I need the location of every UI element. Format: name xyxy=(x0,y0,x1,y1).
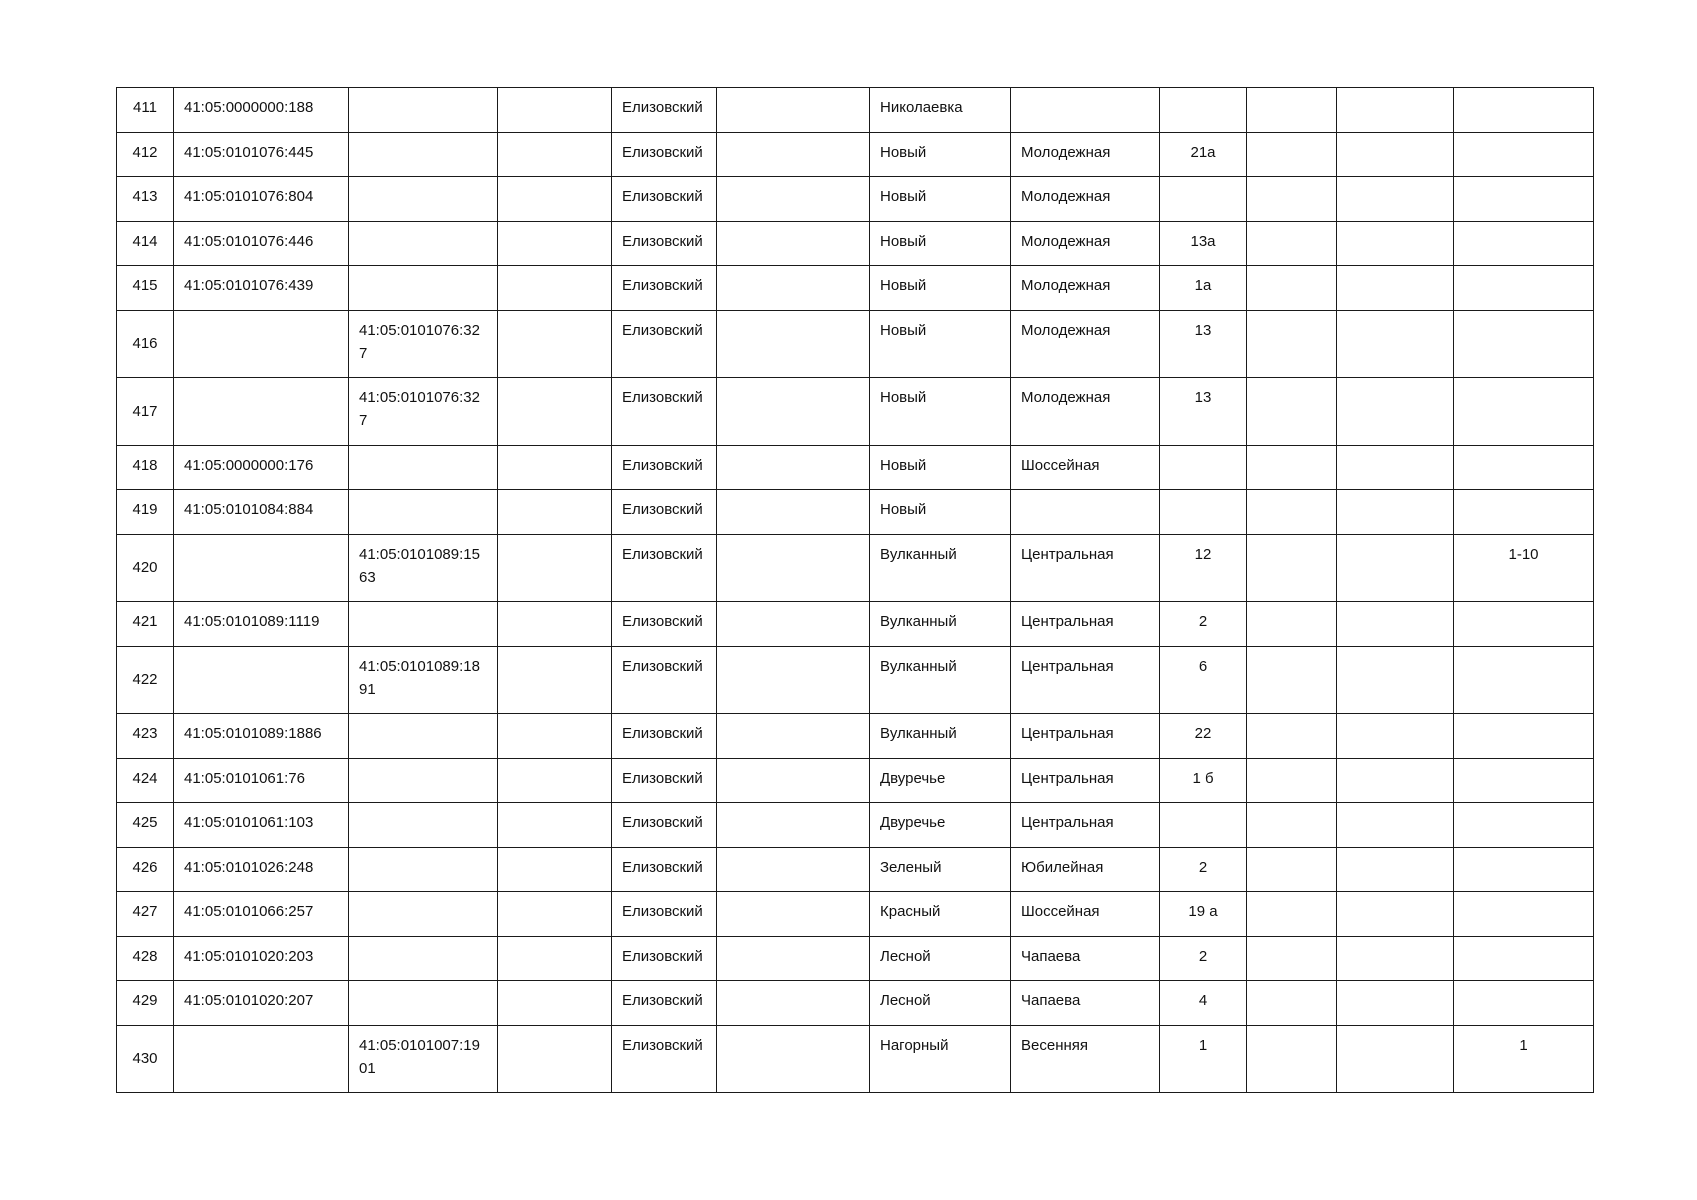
cell-street: Молодежная xyxy=(1011,378,1160,446)
cell-street: Весенняя xyxy=(1011,1025,1160,1093)
cell-flat xyxy=(1454,378,1594,446)
cell-empty xyxy=(717,714,870,759)
cell-empty xyxy=(1337,445,1454,490)
cell-flat xyxy=(1454,490,1594,535)
cell-cadastral-building xyxy=(349,803,498,848)
cell-empty xyxy=(1337,981,1454,1026)
cell-house xyxy=(1160,445,1247,490)
cell-number: 419 xyxy=(117,490,174,535)
cell-house: 13 xyxy=(1160,310,1247,378)
cell-empty xyxy=(1247,88,1337,133)
cell-flat xyxy=(1454,847,1594,892)
cell-empty xyxy=(1247,936,1337,981)
cell-cadastral-building xyxy=(349,266,498,311)
cell-locality: Новый xyxy=(870,445,1011,490)
cell-empty xyxy=(1247,714,1337,759)
cell-number: 422 xyxy=(117,646,174,714)
cell-street: Шоссейная xyxy=(1011,892,1160,937)
table-row xyxy=(117,646,1594,714)
cell-empty xyxy=(717,88,870,133)
cell-empty xyxy=(1337,221,1454,266)
cell-house: 2 xyxy=(1160,847,1247,892)
cell-empty xyxy=(717,758,870,803)
cell-empty xyxy=(1247,177,1337,222)
cell-empty xyxy=(717,534,870,602)
cell-district: Елизовский xyxy=(612,602,717,647)
cell-cadastral-land: 41:05:0101020:207 xyxy=(174,981,349,1026)
cell-number: 430 xyxy=(117,1025,174,1093)
cell-empty xyxy=(717,378,870,446)
cell-number: 420 xyxy=(117,534,174,602)
cell-district: Елизовский xyxy=(612,1025,717,1093)
cell-locality: Вулканный xyxy=(870,602,1011,647)
cell-cadastral-land: 41:05:0101076:804 xyxy=(174,177,349,222)
cell-locality: Лесной xyxy=(870,936,1011,981)
cell-cadastral-building xyxy=(349,714,498,759)
cell-house xyxy=(1160,88,1247,133)
cell-house xyxy=(1160,803,1247,848)
cell-empty xyxy=(1247,1025,1337,1093)
cell-empty xyxy=(1247,758,1337,803)
cell-street: Молодежная xyxy=(1011,266,1160,311)
cell-flat xyxy=(1454,646,1594,714)
cell-district: Елизовский xyxy=(612,88,717,133)
cell-number: 415 xyxy=(117,266,174,311)
cell-empty xyxy=(1337,714,1454,759)
cell-cadastral-building: 41:05:0101076:327 xyxy=(349,310,498,378)
cell-cadastral-building: 41:05:0101089:1563 xyxy=(349,534,498,602)
cell-cadastral-land: 41:05:0101084:884 xyxy=(174,490,349,535)
cell-empty xyxy=(498,88,612,133)
cell-cadastral-building xyxy=(349,758,498,803)
cell-flat xyxy=(1454,936,1594,981)
cell-district: Елизовский xyxy=(612,221,717,266)
cell-empty xyxy=(498,936,612,981)
cell-house: 19 а xyxy=(1160,892,1247,937)
cell-district: Елизовский xyxy=(612,132,717,177)
cell-cadastral-land: 41:05:0101066:257 xyxy=(174,892,349,937)
cell-cadastral-building: 41:05:0101076:327 xyxy=(349,378,498,446)
cell-locality: Новый xyxy=(870,221,1011,266)
cell-empty xyxy=(1337,177,1454,222)
table-row xyxy=(117,490,1594,535)
cell-cadastral-land: 41:05:0000000:176 xyxy=(174,445,349,490)
cell-flat xyxy=(1454,266,1594,311)
cell-empty xyxy=(498,892,612,937)
table-body xyxy=(117,88,1594,1093)
cell-empty xyxy=(498,177,612,222)
cell-cadastral-land: 41:05:0101026:248 xyxy=(174,847,349,892)
cell-locality: Вулканный xyxy=(870,534,1011,602)
cell-empty xyxy=(717,445,870,490)
cell-cadastral-land: 41:05:0101020:203 xyxy=(174,936,349,981)
cell-empty xyxy=(1247,981,1337,1026)
cell-empty xyxy=(1337,803,1454,848)
cell-number: 412 xyxy=(117,132,174,177)
cell-district: Елизовский xyxy=(612,758,717,803)
table-row xyxy=(117,534,1594,602)
cell-empty xyxy=(717,490,870,535)
cell-empty xyxy=(1337,310,1454,378)
cell-locality: Красный xyxy=(870,892,1011,937)
cell-house: 2 xyxy=(1160,602,1247,647)
cell-locality: Новый xyxy=(870,177,1011,222)
cell-empty xyxy=(717,936,870,981)
cell-cadastral-land: 41:05:0101089:1119 xyxy=(174,602,349,647)
cell-number: 427 xyxy=(117,892,174,937)
cell-cadastral-building xyxy=(349,221,498,266)
table-row xyxy=(117,1025,1594,1093)
cell-street xyxy=(1011,490,1160,535)
table-row xyxy=(117,378,1594,446)
cell-house: 13а xyxy=(1160,221,1247,266)
table-row xyxy=(117,803,1594,848)
cell-cadastral-building xyxy=(349,445,498,490)
cell-empty xyxy=(1247,803,1337,848)
cell-district: Елизовский xyxy=(612,490,717,535)
cell-empty xyxy=(717,221,870,266)
cell-flat: 1-10 xyxy=(1454,534,1594,602)
cell-district: Елизовский xyxy=(612,892,717,937)
cell-cadastral-land xyxy=(174,646,349,714)
cell-empty xyxy=(717,981,870,1026)
cell-locality: Нагорный xyxy=(870,1025,1011,1093)
cell-district: Елизовский xyxy=(612,803,717,848)
cell-empty xyxy=(1247,445,1337,490)
cell-empty xyxy=(717,266,870,311)
cell-empty xyxy=(1337,88,1454,133)
table-row xyxy=(117,714,1594,759)
table-row xyxy=(117,936,1594,981)
cell-cadastral-building xyxy=(349,892,498,937)
cell-empty xyxy=(1337,646,1454,714)
cell-cadastral-building xyxy=(349,847,498,892)
cell-cadastral-land: 41:05:0101061:103 xyxy=(174,803,349,848)
cell-district: Елизовский xyxy=(612,534,717,602)
cell-district: Елизовский xyxy=(612,714,717,759)
cell-street xyxy=(1011,88,1160,133)
cell-cadastral-building xyxy=(349,602,498,647)
cell-street: Молодежная xyxy=(1011,221,1160,266)
cell-locality: Вулканный xyxy=(870,714,1011,759)
cell-district: Елизовский xyxy=(612,981,717,1026)
cell-number: 426 xyxy=(117,847,174,892)
cell-cadastral-land: 41:05:0101089:1886 xyxy=(174,714,349,759)
cell-empty xyxy=(1247,847,1337,892)
cell-number: 425 xyxy=(117,803,174,848)
cell-house: 6 xyxy=(1160,646,1247,714)
cell-empty xyxy=(498,310,612,378)
cell-empty xyxy=(1247,490,1337,535)
cell-empty xyxy=(498,1025,612,1093)
cell-empty xyxy=(1247,646,1337,714)
cell-district: Елизовский xyxy=(612,847,717,892)
cell-flat xyxy=(1454,177,1594,222)
cell-district: Елизовский xyxy=(612,310,717,378)
table-row xyxy=(117,445,1594,490)
cell-locality: Лесной xyxy=(870,981,1011,1026)
cell-cadastral-building: 41:05:0101089:1891 xyxy=(349,646,498,714)
cell-street: Молодежная xyxy=(1011,132,1160,177)
cell-number: 416 xyxy=(117,310,174,378)
cell-district: Елизовский xyxy=(612,378,717,446)
cell-empty xyxy=(1247,378,1337,446)
cell-flat: 1 xyxy=(1454,1025,1594,1093)
table-row xyxy=(117,847,1594,892)
cell-empty xyxy=(498,378,612,446)
cell-house: 1 б xyxy=(1160,758,1247,803)
cell-flat xyxy=(1454,445,1594,490)
cell-empty xyxy=(1337,378,1454,446)
registry-table xyxy=(116,87,1594,1093)
cell-cadastral-land xyxy=(174,534,349,602)
cell-house xyxy=(1160,490,1247,535)
table-row xyxy=(117,981,1594,1026)
cell-house: 1а xyxy=(1160,266,1247,311)
cell-empty xyxy=(1337,266,1454,311)
cell-empty xyxy=(498,132,612,177)
cell-street: Центральная xyxy=(1011,803,1160,848)
cell-street: Чапаева xyxy=(1011,981,1160,1026)
table-row xyxy=(117,758,1594,803)
cell-cadastral-land xyxy=(174,378,349,446)
cell-empty xyxy=(498,758,612,803)
cell-locality: Двуречье xyxy=(870,758,1011,803)
cell-empty xyxy=(1247,266,1337,311)
cell-empty xyxy=(717,1025,870,1093)
table-row xyxy=(117,132,1594,177)
cell-locality: Новый xyxy=(870,378,1011,446)
table-row xyxy=(117,310,1594,378)
table-row xyxy=(117,221,1594,266)
cell-house: 22 xyxy=(1160,714,1247,759)
cell-flat xyxy=(1454,892,1594,937)
cell-empty xyxy=(1337,892,1454,937)
cell-cadastral-building: 41:05:0101007:1901 xyxy=(349,1025,498,1093)
cell-flat xyxy=(1454,981,1594,1026)
cell-empty xyxy=(498,221,612,266)
cell-empty xyxy=(1247,221,1337,266)
cell-empty xyxy=(498,847,612,892)
cell-empty xyxy=(1247,892,1337,937)
cell-house: 4 xyxy=(1160,981,1247,1026)
cell-empty xyxy=(1247,534,1337,602)
cell-house: 12 xyxy=(1160,534,1247,602)
cell-empty xyxy=(498,534,612,602)
cell-flat xyxy=(1454,602,1594,647)
cell-house: 2 xyxy=(1160,936,1247,981)
cell-empty xyxy=(498,714,612,759)
cell-street: Молодежная xyxy=(1011,177,1160,222)
cell-house: 1 xyxy=(1160,1025,1247,1093)
cell-number: 423 xyxy=(117,714,174,759)
cell-empty xyxy=(1247,132,1337,177)
cell-district: Елизовский xyxy=(612,646,717,714)
cell-locality: Николаевка xyxy=(870,88,1011,133)
cell-empty xyxy=(1247,310,1337,378)
cell-house: 13 xyxy=(1160,378,1247,446)
cell-district: Елизовский xyxy=(612,177,717,222)
table-row xyxy=(117,602,1594,647)
cell-locality: Двуречье xyxy=(870,803,1011,848)
cell-number: 414 xyxy=(117,221,174,266)
table-row xyxy=(117,266,1594,311)
cell-district: Елизовский xyxy=(612,445,717,490)
cell-locality: Новый xyxy=(870,490,1011,535)
cell-street: Центральная xyxy=(1011,758,1160,803)
cell-empty xyxy=(1337,847,1454,892)
cell-street: Молодежная xyxy=(1011,310,1160,378)
cell-street: Шоссейная xyxy=(1011,445,1160,490)
cell-cadastral-building xyxy=(349,490,498,535)
cell-locality: Вулканный xyxy=(870,646,1011,714)
cell-flat xyxy=(1454,88,1594,133)
cell-number: 418 xyxy=(117,445,174,490)
cell-empty xyxy=(1337,534,1454,602)
cell-cadastral-land xyxy=(174,1025,349,1093)
cell-flat xyxy=(1454,714,1594,759)
cell-street: Юбилейная xyxy=(1011,847,1160,892)
cell-empty xyxy=(1337,1025,1454,1093)
cell-district: Елизовский xyxy=(612,936,717,981)
cell-number: 413 xyxy=(117,177,174,222)
cell-empty xyxy=(717,177,870,222)
cell-cadastral-building xyxy=(349,981,498,1026)
cell-number: 424 xyxy=(117,758,174,803)
cell-empty xyxy=(1337,132,1454,177)
cell-empty xyxy=(717,847,870,892)
cell-locality: Новый xyxy=(870,132,1011,177)
cell-house xyxy=(1160,177,1247,222)
cell-street: Чапаева xyxy=(1011,936,1160,981)
cell-number: 428 xyxy=(117,936,174,981)
cell-empty xyxy=(717,310,870,378)
cell-number: 429 xyxy=(117,981,174,1026)
cell-house: 21а xyxy=(1160,132,1247,177)
cell-cadastral-building xyxy=(349,88,498,133)
cell-empty xyxy=(498,602,612,647)
cell-locality: Новый xyxy=(870,266,1011,311)
cell-district: Елизовский xyxy=(612,266,717,311)
cell-empty xyxy=(717,803,870,848)
cell-cadastral-land: 41:05:0101076:445 xyxy=(174,132,349,177)
cell-empty xyxy=(498,445,612,490)
cell-empty xyxy=(498,646,612,714)
cell-empty xyxy=(717,602,870,647)
cell-flat xyxy=(1454,132,1594,177)
cell-flat xyxy=(1454,221,1594,266)
cell-street: Центральная xyxy=(1011,714,1160,759)
cell-street: Центральная xyxy=(1011,534,1160,602)
cell-empty xyxy=(1337,602,1454,647)
cell-empty xyxy=(498,266,612,311)
cell-empty xyxy=(498,803,612,848)
cell-cadastral-land: 41:05:0101076:446 xyxy=(174,221,349,266)
table-row xyxy=(117,892,1594,937)
cell-flat xyxy=(1454,803,1594,848)
cell-cadastral-land xyxy=(174,310,349,378)
cell-cadastral-building xyxy=(349,132,498,177)
cell-cadastral-building xyxy=(349,177,498,222)
table-row xyxy=(117,177,1594,222)
cell-empty xyxy=(1337,936,1454,981)
cell-cadastral-building xyxy=(349,936,498,981)
cell-number: 421 xyxy=(117,602,174,647)
cell-empty xyxy=(717,646,870,714)
cell-cadastral-land: 41:05:0101076:439 xyxy=(174,266,349,311)
cell-empty xyxy=(717,132,870,177)
cell-number: 411 xyxy=(117,88,174,133)
cell-flat xyxy=(1454,758,1594,803)
cell-locality: Зеленый xyxy=(870,847,1011,892)
cell-empty xyxy=(1247,602,1337,647)
cell-cadastral-land: 41:05:0101061:76 xyxy=(174,758,349,803)
cell-empty xyxy=(1337,490,1454,535)
cell-empty xyxy=(717,892,870,937)
cell-number: 417 xyxy=(117,378,174,446)
cell-locality: Новый xyxy=(870,310,1011,378)
cell-empty xyxy=(1337,758,1454,803)
cell-empty xyxy=(498,981,612,1026)
cell-street: Центральная xyxy=(1011,646,1160,714)
table-row xyxy=(117,88,1594,133)
cell-cadastral-land: 41:05:0000000:188 xyxy=(174,88,349,133)
cell-street: Центральная xyxy=(1011,602,1160,647)
cell-empty xyxy=(498,490,612,535)
cell-flat xyxy=(1454,310,1594,378)
